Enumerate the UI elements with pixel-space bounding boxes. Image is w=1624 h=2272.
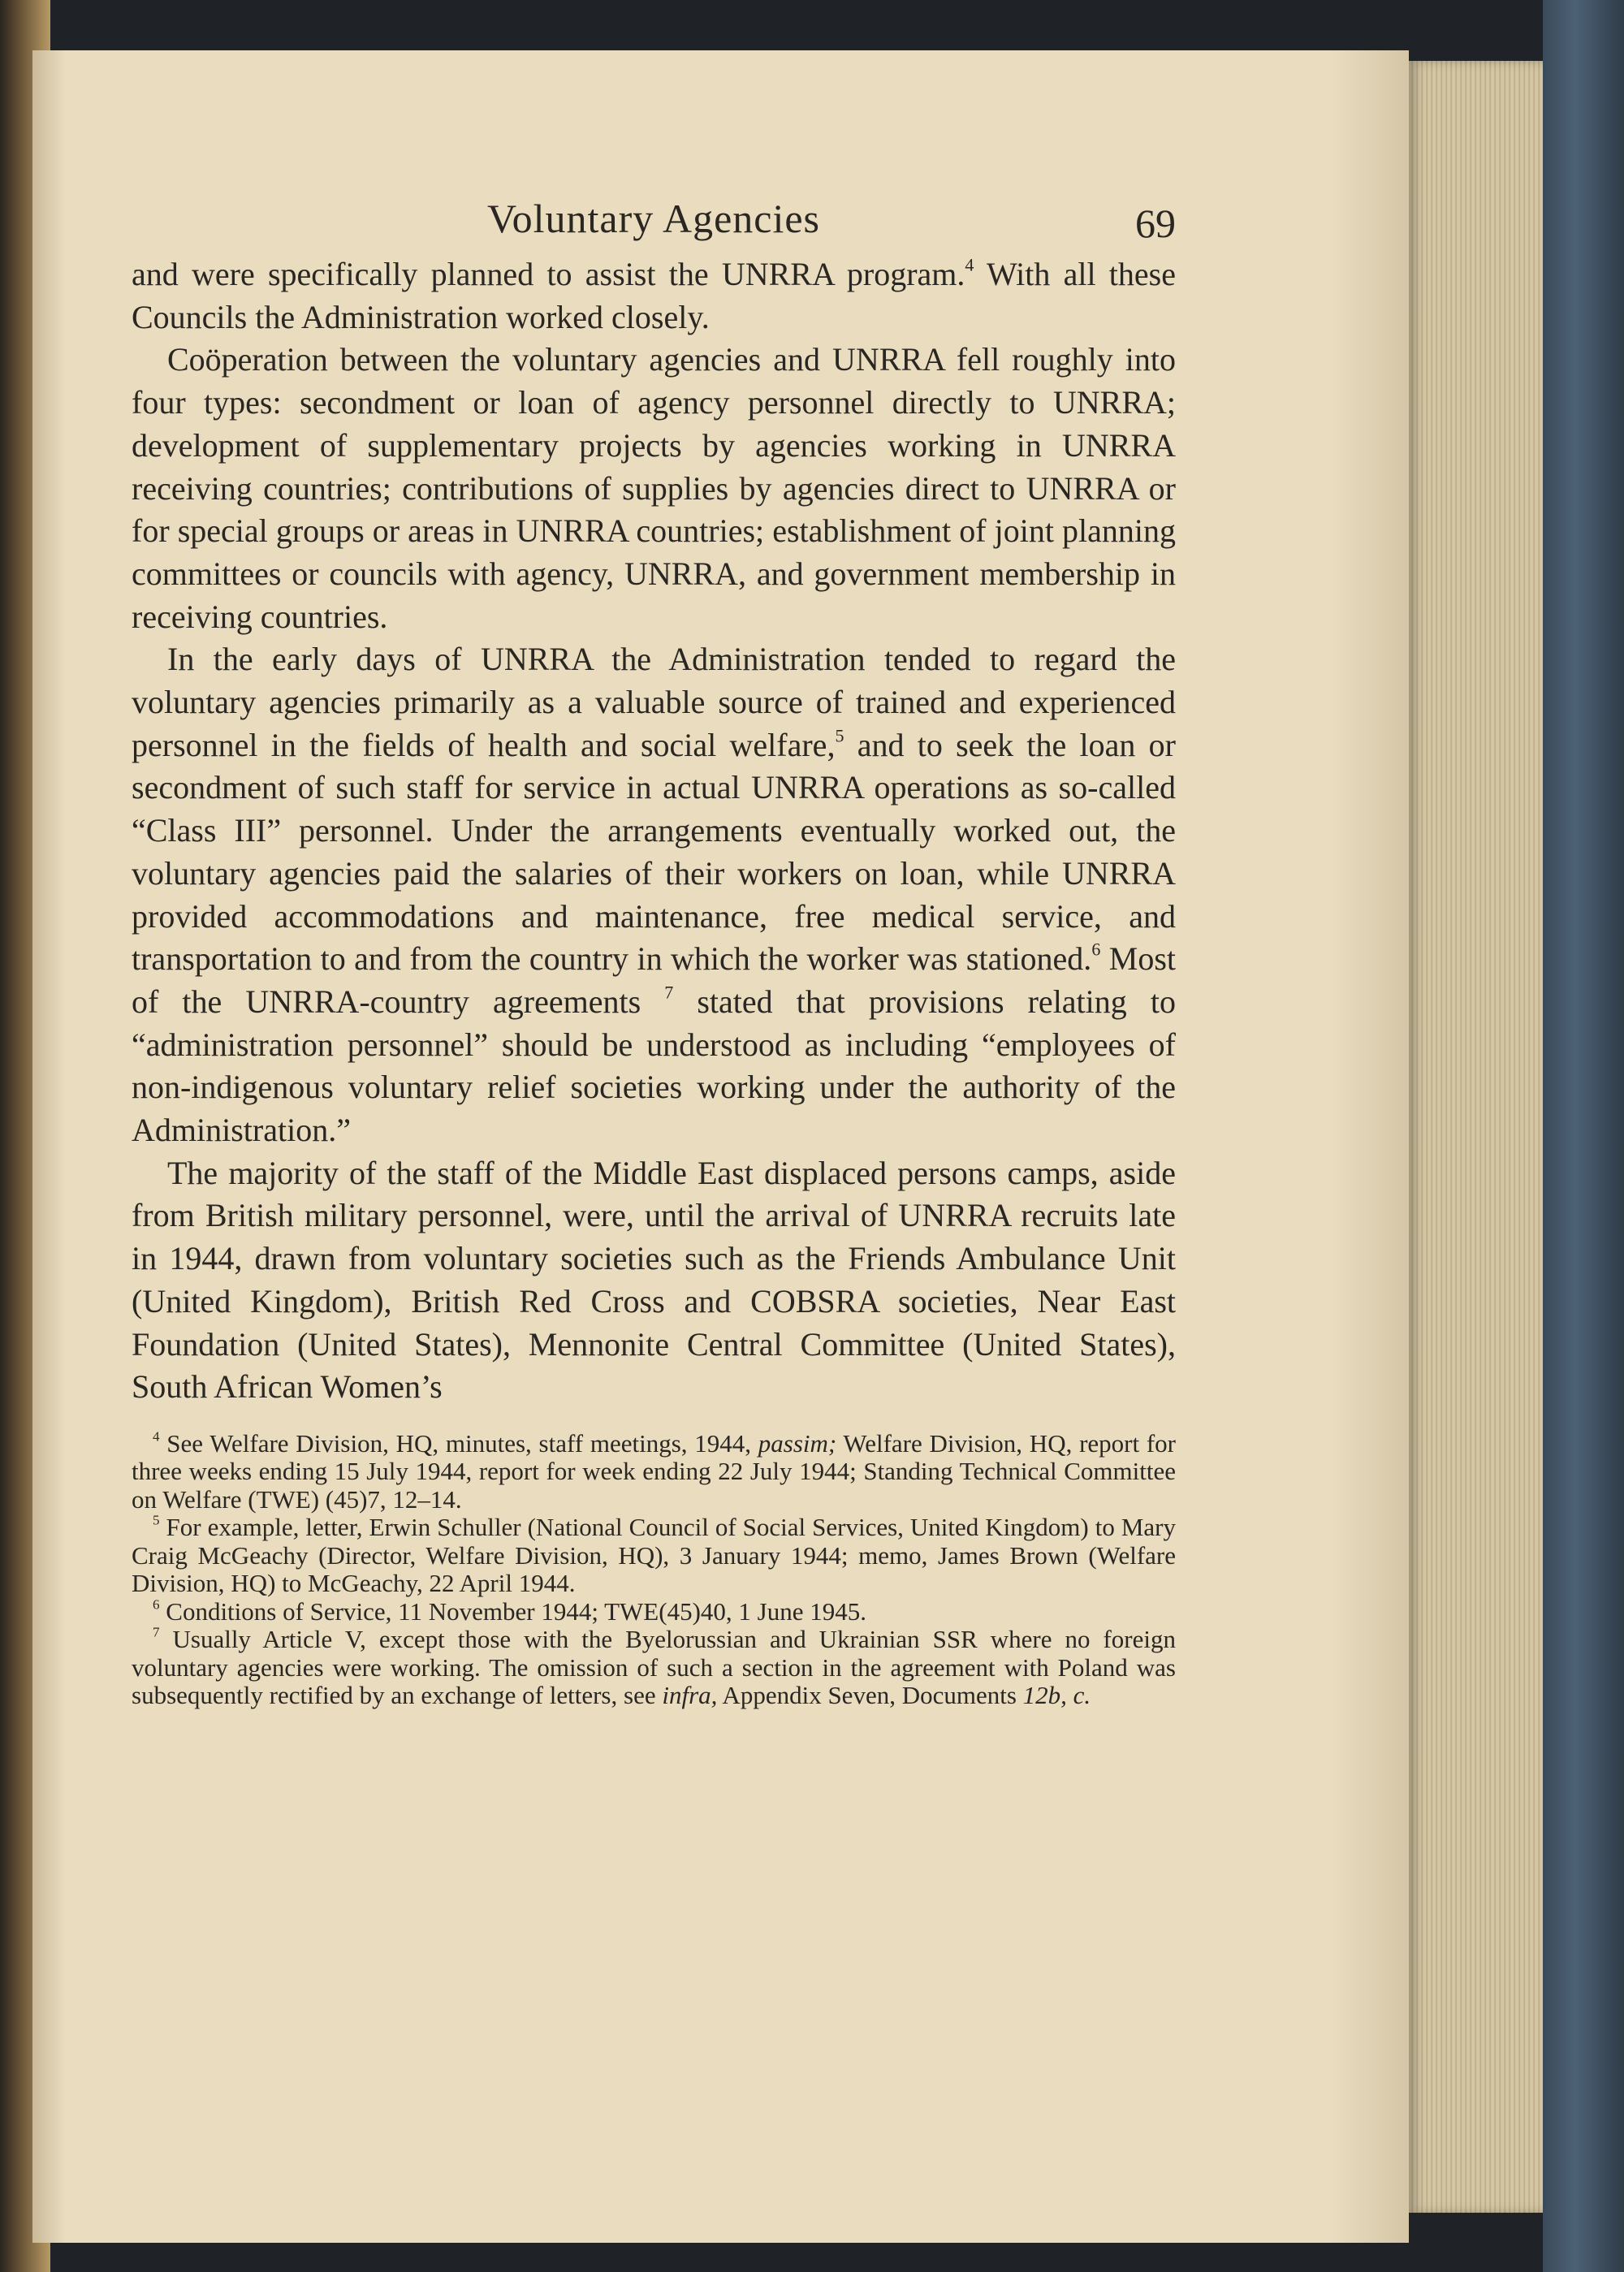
paragraph <box>132 1152 1176 1409</box>
footnote <box>132 1514 1176 1598</box>
text-run: See Welfare Division, HQ, minutes, staff meetings, 1944, <box>159 1428 758 1458</box>
text-run: Usually Article V, except those with the Byelorussian and Ukrainian SSR where no foreign voluntary agencies were working. The omission of such a section in the agreement with Poland was subsequently rectified by an exchange of letters, see <box>132 1625 1176 1710</box>
italic-run: infra, <box>662 1681 718 1710</box>
footnote <box>132 1430 1176 1514</box>
paragraph <box>132 638 1176 1151</box>
book-cover-edge <box>1543 0 1624 2272</box>
paragraph <box>132 339 1176 638</box>
text-run: Conditions of Service, 11 November 1944; TWE(45)40, 1 June 1945. <box>159 1596 866 1626</box>
page-stack-edge <box>1409 61 1559 2213</box>
footnote-ref: 5 <box>835 725 844 746</box>
running-head <box>132 195 1176 253</box>
text-run: The majority of the staff of the Middle East displaced persons camps, aside from British military personnel, were, until the arrival of UNRRA recruits late in 1944, drawn from voluntary societies such as the Friends Ambulance Unit (United Kingdom), British Red Cross and COBSRA societies, Near East Foundation (United States), Mennonite Central Committee (United States), South African Women’s <box>132 1154 1176 1406</box>
page-number: 69 <box>1135 201 1176 246</box>
footnote-number: 4 <box>153 1428 160 1445</box>
text-run: Welfare Division, HQ, report for three weeks ending 15 July 1944, report for week ending 22 July 1944; Standing Technical Committee on Welfare (TWE) (45)7, 12–14. <box>132 1428 1177 1514</box>
paragraph <box>132 253 1176 339</box>
text-run: Coöperation between the voluntary agencies and UNRRA fell roughly into four types: secondment or loan of agency personnel directly to UNRRA; development of supplementary projects by agencies working in UNRRA receiving countries; contributions of supplies by agencies direct to UNRRA or for special groups or areas in UNRRA countries; establishment of joint planning committees or councils with agency, UNRRA, and government membership in receiving countries. <box>132 341 1176 635</box>
footnote <box>132 1626 1176 1710</box>
footnote-ref: 4 <box>965 254 974 275</box>
text-run: stated that provisions relating to “administration personnel” should be understood as including “employees of non-indigenous voluntary relief societies working under the authority of the Administration.” <box>132 983 1176 1149</box>
text-run: and were specifically planned to assist the UNRRA program. <box>132 256 965 292</box>
italic-run: 12b, c. <box>1022 1681 1091 1710</box>
text-run: Appendix Seven, Documents <box>717 1681 1023 1710</box>
running-title: Voluntary Agencies <box>486 196 821 241</box>
footnotes <box>132 1430 1176 1710</box>
text-run: and to seek the loan or secondment of such staff for service in actual UNRRA operations as so-called “Class III” personnel. Under the arrangements eventually worked out, the voluntary agencies paid the salaries of their workers on loan, while UNRRA provided accommodations and maintenance, free medical service, and transportation to and from the country in which the worker was stationed. <box>132 726 1177 978</box>
text-run: With all these Councils the Administration worked closely. <box>132 256 1176 335</box>
footnote <box>132 1598 1176 1626</box>
text-block <box>132 195 1176 1710</box>
footnote-number: 5 <box>153 1512 160 1528</box>
italic-run: passim; <box>758 1428 837 1458</box>
footnote-ref: 6 <box>1091 939 1101 960</box>
body-text <box>132 253 1176 1409</box>
footnote-number: 7 <box>153 1624 160 1640</box>
footnote-number: 6 <box>153 1596 160 1613</box>
text-run: In the early days of UNRRA the Administration tended to regard the voluntary agencies primarily as a valuable source of trained and experienced personnel in the fields of health and social welfare, <box>132 641 1176 763</box>
text-run: Most of the UNRRA-country agreements <box>132 940 1176 1020</box>
text-run: For example, letter, Erwin Schuller (National Council of Social Services, United Kingdom) to Mary Craig McGeachy (Director, Welfare Division, HQ), 3 January 1944; memo, James Brown (Welfare Division, HQ) to McGeachy, 22 April 1944. <box>132 1513 1176 1598</box>
footnote-ref: 7 <box>664 982 674 1003</box>
